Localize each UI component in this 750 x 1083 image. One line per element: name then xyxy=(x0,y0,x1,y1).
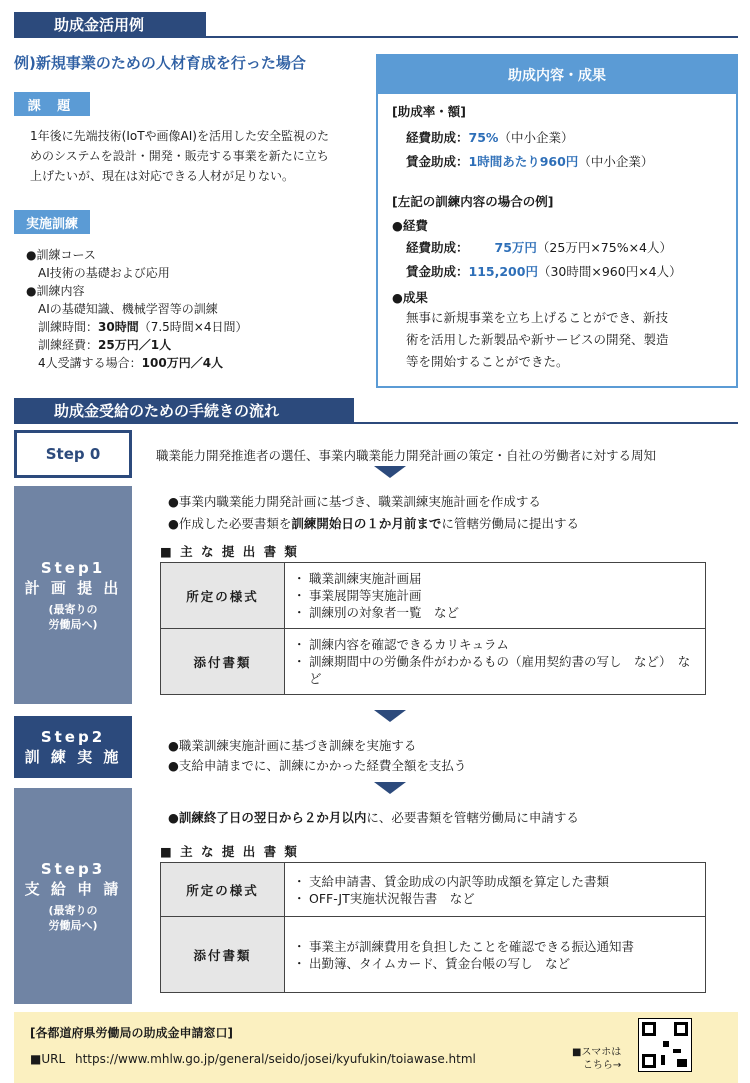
list-item: ・ 支給申請書、賃金助成の内訳等助成額を算定した書類 xyxy=(293,873,697,890)
training-cost: 訓練経費：25万円／1人 xyxy=(38,338,172,352)
course-value: AI技術の基礎および応用 xyxy=(38,266,170,280)
outcome-heading: ●成果 xyxy=(392,290,428,305)
training-label: 実施訓練 xyxy=(14,210,90,234)
list-item: ・ 出勤簿、タイムカード、賃金台帳の写し など xyxy=(293,955,697,972)
training-time: 訓練時間：30時間（7.5時間×4日間） xyxy=(38,320,248,334)
issue-text: 1年後に先端技術(IoTや画像AI)を活用した安全監視のためのシステムを設計・開発・販売する事業を新たに立ち上げたいが、現在は対応できる人材が足りない。 xyxy=(30,129,329,183)
step2-label: Step2 訓 練 実 施 xyxy=(14,716,132,778)
table-key: 添付書類 xyxy=(161,917,285,993)
step1-docs-table xyxy=(160,562,706,695)
content-value: AIの基礎知識、機械学習等の訓練 xyxy=(38,302,218,316)
footer-url-row: ■URL https://www.mhlw.go.jp/general/seido/josei/kyufukin/toiawase.html xyxy=(30,1052,476,1066)
expense-heading: ●経費 xyxy=(392,218,428,233)
step1-text-1: ●事業内職業能力開発計画に基づき、職業訓練実施計画を作成する xyxy=(168,494,541,509)
table-key: 添付書類 xyxy=(161,629,285,695)
step3-text-1: ●訓練終了日の翌日から２か月以内に、必要書類を管轄労働局に申請する xyxy=(168,810,579,825)
table-value xyxy=(285,563,706,629)
table-row xyxy=(161,917,706,993)
rate-expense: 経費助成：75%（中小企業） xyxy=(406,130,574,145)
example-heading: [左記の訓練内容の場合の例] xyxy=(392,194,554,209)
list-item: ・ OFF-JT実施状況報告書 など xyxy=(293,890,697,907)
table-value xyxy=(285,629,706,695)
table-value xyxy=(285,863,706,917)
list-item: ・ 訓練期間中の労働条件がわかるもの（雇用契約書の写し など） など xyxy=(293,653,697,687)
list-item: ・ 訓練内容を確認できるカリキュラム xyxy=(293,636,697,653)
step2-text-2: ●支給申請までに、訓練にかかった経費全額を支払う xyxy=(168,758,467,773)
outcome-line-3: 等を開始することができた。 xyxy=(406,354,569,369)
issue-label: 課 題 xyxy=(14,92,90,116)
training-details xyxy=(26,246,248,372)
arrow-down-icon xyxy=(374,466,406,478)
step1-docs-heading: ■ 主 な 提 出 書 類 xyxy=(160,544,299,559)
result-box xyxy=(376,54,738,388)
step3-label: Step3 支 給 申 請 (最寄りの 労働局へ) xyxy=(14,788,132,1004)
step3-docs-heading: ■ 主 な 提 出 書 類 xyxy=(160,844,299,859)
section-header-example: 助成金活用例 xyxy=(14,12,206,36)
content-heading: ●訓練内容 xyxy=(26,284,85,298)
rate-wage: 賃金助成：1時間あたり960円（中小企業） xyxy=(406,154,654,169)
arrow-down-icon xyxy=(374,782,406,794)
step1-label: Step1 計 画 提 出 (最寄りの 労働局へ) xyxy=(14,486,132,704)
divider xyxy=(14,422,738,424)
list-item: ・ 事業展開等実施計画 xyxy=(293,587,697,604)
rate-heading: [助成率・額] xyxy=(392,104,466,119)
outcome-line-1: 無事に新規事業を立ち上げることができ、新技 xyxy=(406,310,669,325)
table-value xyxy=(285,917,706,993)
table-row xyxy=(161,563,706,629)
example-title: 例)新規事業のための人材育成を行った場合 xyxy=(14,54,306,72)
footer-url-link[interactable]: https://www.mhlw.go.jp/general/seido/josei/kyufukin/toiawase.html xyxy=(74,1052,476,1066)
table-key: 所定の様式 xyxy=(161,563,285,629)
footer-contact xyxy=(14,1012,738,1083)
four-person-cost: 4人受講する場合：100万円／4人 xyxy=(38,356,224,370)
divider xyxy=(14,36,738,38)
table-row xyxy=(161,629,706,695)
example-expense: 経費助成： 75万円（25万円×75%×4人） xyxy=(406,240,673,255)
arrow-down-icon xyxy=(374,710,406,722)
step0-text: 職業能力開発推進者の選任、事業内職業能力開発計画の策定・自社の労働者に対する周知 xyxy=(156,448,657,463)
example-wage: 賃金助成：115,200円（30時間×960円×4人） xyxy=(406,264,682,279)
course-heading: ●訓練コース xyxy=(26,248,96,262)
smartphone-note: ■スマホは こちら→ xyxy=(572,1047,622,1071)
qr-code-icon[interactable] xyxy=(638,1018,692,1072)
list-item: ・ 職業訓練実施計画届 xyxy=(293,570,697,587)
step1-text-2: ●作成した必要書類を訓練開始日の１か月前までに管轄労働局に提出する xyxy=(168,516,579,531)
section-header-flow: 助成金受給のための手続きの流れ xyxy=(14,398,354,422)
footer-title: [各都道府県労働局の助成金申請窓口] xyxy=(30,1026,233,1040)
list-item: ・ 事業主が訓練費用を負担したことを確認できる振込通知書 xyxy=(293,938,697,955)
result-heading: 助成内容・成果 xyxy=(378,56,736,94)
table-row xyxy=(161,863,706,917)
list-item: ・ 訓練別の対象者一覧 など xyxy=(293,604,697,621)
step3-docs-table xyxy=(160,862,706,993)
table-key: 所定の様式 xyxy=(161,863,285,917)
outcome-line-2: 術を活用した新製品や新サービスの開発、製造 xyxy=(406,332,669,347)
step0-label: Step 0 xyxy=(14,430,132,478)
step2-text-1: ●職業訓練実施計画に基づき訓練を実施する xyxy=(168,738,417,753)
